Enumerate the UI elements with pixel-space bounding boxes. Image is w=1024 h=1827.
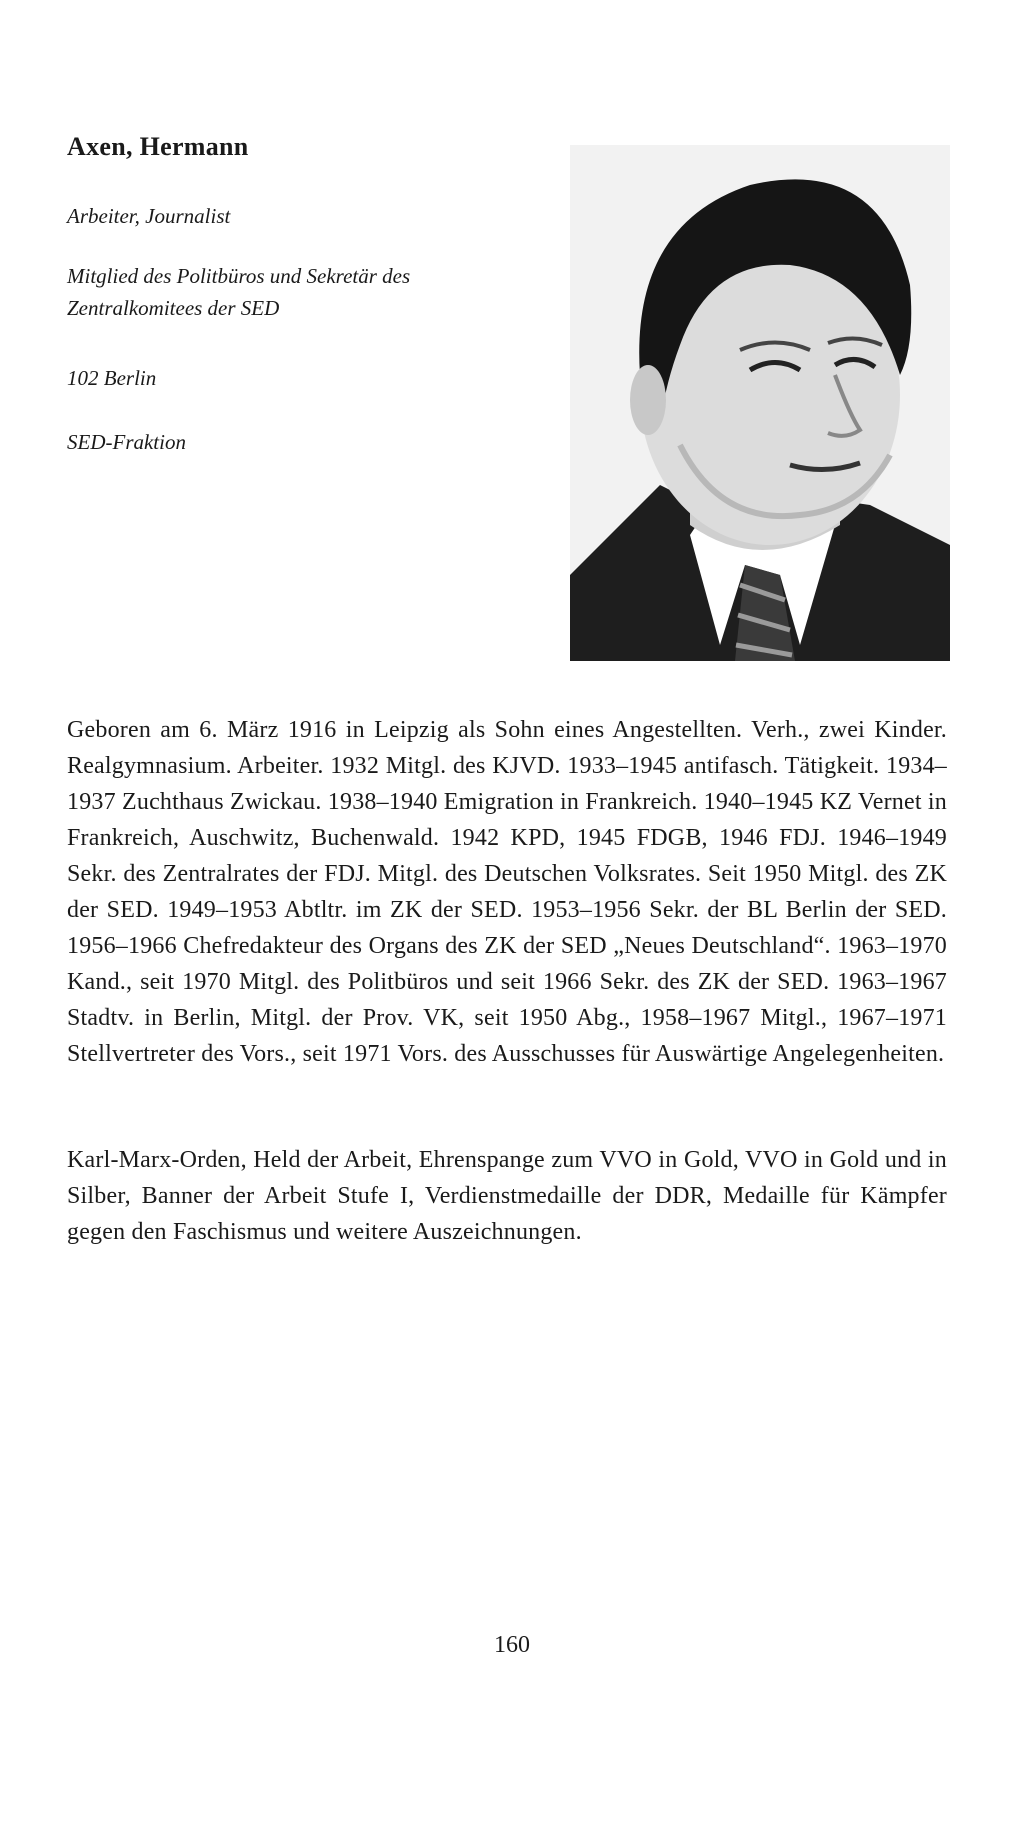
portrait-illustration [570, 145, 950, 661]
fraction: SED-Fraktion [67, 430, 186, 454]
function: Mitglied des Politbüros und Sekretär des Zentralkomitees der SED [67, 264, 411, 320]
portrait-ear [630, 365, 666, 435]
city: 102 Berlin [67, 366, 157, 390]
profession: Arbeiter, Journalist [67, 204, 231, 228]
honors-text: Karl-Marx-Orden, Held der Arbeit, Ehrenspange zum VVO in Gold, VVO in Gold und in Silber, Banner der Arbeit Stufe I, Verdienstmedaille der DDR, Medaille für Kämpfer gegen den Faschismus und weitere Auszeichnungen. [67, 1147, 947, 1245]
biography-text: Geboren am 6. März 1916 in Leipzig als Sohn eines Angestellten. Verh., zwei Kinder. Realgymnasium. Arbeiter. 1932 Mitgl. des KJVD. 1933–1945 antifasch. Tätigkeit. 1934–1937 Zuchthaus Zwickau. 1938–1940 Emigration in Frankreich. 1940–1945 KZ Vernet in Frankreich, Auschwitz, Buchenwald. 1942 KPD, 1945 FDGB, 1946 FDJ. 1946–1949 Sekr. des Zentralrates der FDJ. Mitgl. des Deutschen Volksrates. Seit 1950 Mitgl. des ZK der SED. 1949–1953 Abtltr. im ZK der SED. 1953–1956 Sekr. der BL Berlin der SED. 1956–1966 Chefredakteur des Organs des ZK der SED „Neues Deutschland“. 1963–1970 Kand., seit 1970 Mitgl. des Politbüros und seit 1966 Sekr. des ZK der SED. 1963–1967 Stadtv. in Berlin, Mitgl. der Prov. VK, seit 1950 Abg., 1958–1967 Mitgl., 1967–1971 Stellvertreter des Vors., seit 1971 Vors. des Ausschusses für Auswärtige Angelegenheiten. [67, 717, 947, 1067]
portrait-photo [570, 145, 950, 661]
page-number: 160 [494, 1632, 530, 1658]
person-name: Axen, Hermann [67, 132, 249, 161]
